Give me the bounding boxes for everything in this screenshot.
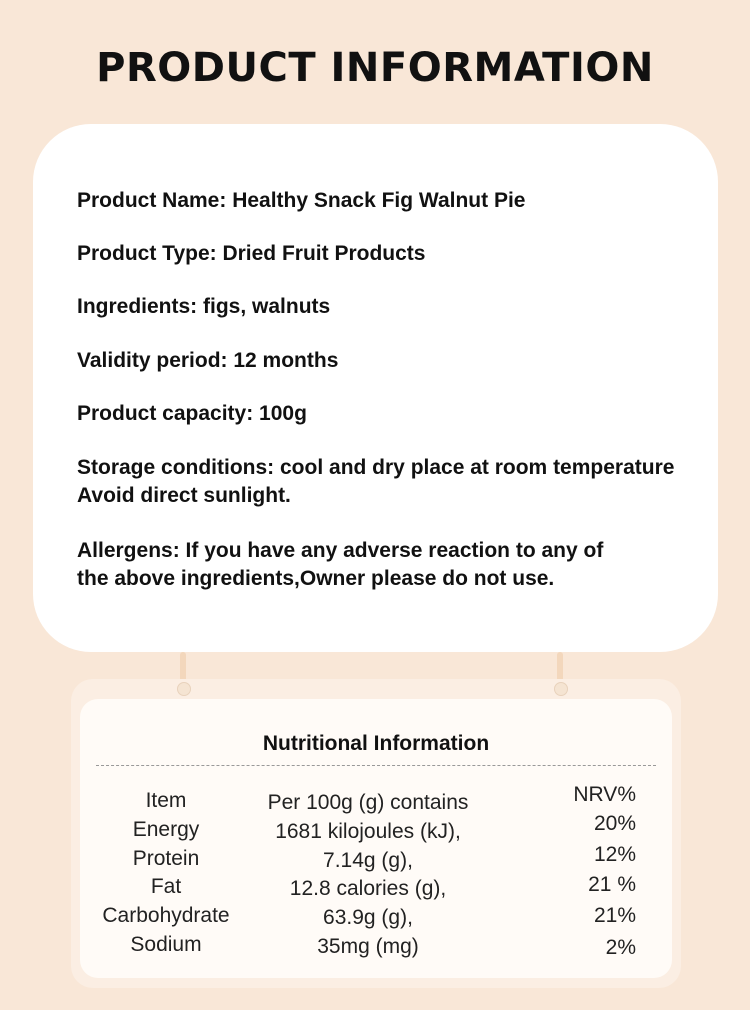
product-capacity-line: Product capacity: 100g bbox=[77, 402, 307, 425]
header-per-100g: Per 100g (g) contains bbox=[267, 791, 469, 814]
row-nrv-value: 21% bbox=[593, 904, 636, 927]
row-item: Carbohydrate bbox=[102, 904, 230, 927]
nutrition-title: Nutritional Information bbox=[262, 732, 490, 755]
row-nrv-value: 2% bbox=[605, 936, 636, 959]
row-item: Sodium bbox=[130, 933, 202, 956]
row-per-value: 1681 kilojoules (kJ), bbox=[275, 820, 461, 843]
storage-conditions-line: Storage conditions: cool and dry place at room temperature bbox=[77, 456, 675, 479]
row-per-value: 7.14g (g), bbox=[323, 849, 413, 872]
allergens-line: Allergens: If you have any adverse reaction to any of bbox=[77, 539, 604, 562]
row-per-value: 12.8 calories (g), bbox=[289, 877, 447, 900]
storage-sunlight-line: Avoid direct sunlight. bbox=[77, 484, 291, 507]
nutrition-divider bbox=[96, 765, 656, 766]
row-item: Protein bbox=[132, 847, 200, 870]
ingredients-line: Ingredients: figs, walnuts bbox=[77, 295, 331, 318]
row-nrv-value: 21 % bbox=[588, 873, 636, 896]
header-item: Item bbox=[145, 789, 187, 812]
validity-period-line: Validity period: 12 months bbox=[77, 349, 339, 372]
hanger-knob-left bbox=[177, 682, 191, 696]
header-nrv: NRV% bbox=[573, 783, 636, 806]
product-name-line: Product Name: Healthy Snack Fig Walnut Pie bbox=[77, 189, 526, 212]
row-nrv-value: 20% bbox=[593, 812, 636, 835]
row-item: Energy bbox=[132, 818, 200, 841]
page-title: PRODUCT INFORMATION bbox=[96, 45, 654, 91]
row-per-value: 63.9g (g), bbox=[323, 906, 413, 929]
row-item: Fat bbox=[150, 875, 182, 898]
allergens-line-continued: the above ingredients,Owner please do not use. bbox=[77, 567, 555, 590]
nutrition-card bbox=[80, 699, 672, 978]
hanger-knob-right bbox=[554, 682, 568, 696]
row-per-value: 35mg (mg) bbox=[317, 935, 419, 958]
row-nrv-value: 12% bbox=[593, 843, 636, 866]
product-type-line: Product Type: Dried Fruit Products bbox=[77, 242, 426, 265]
product-info-card bbox=[33, 124, 718, 652]
